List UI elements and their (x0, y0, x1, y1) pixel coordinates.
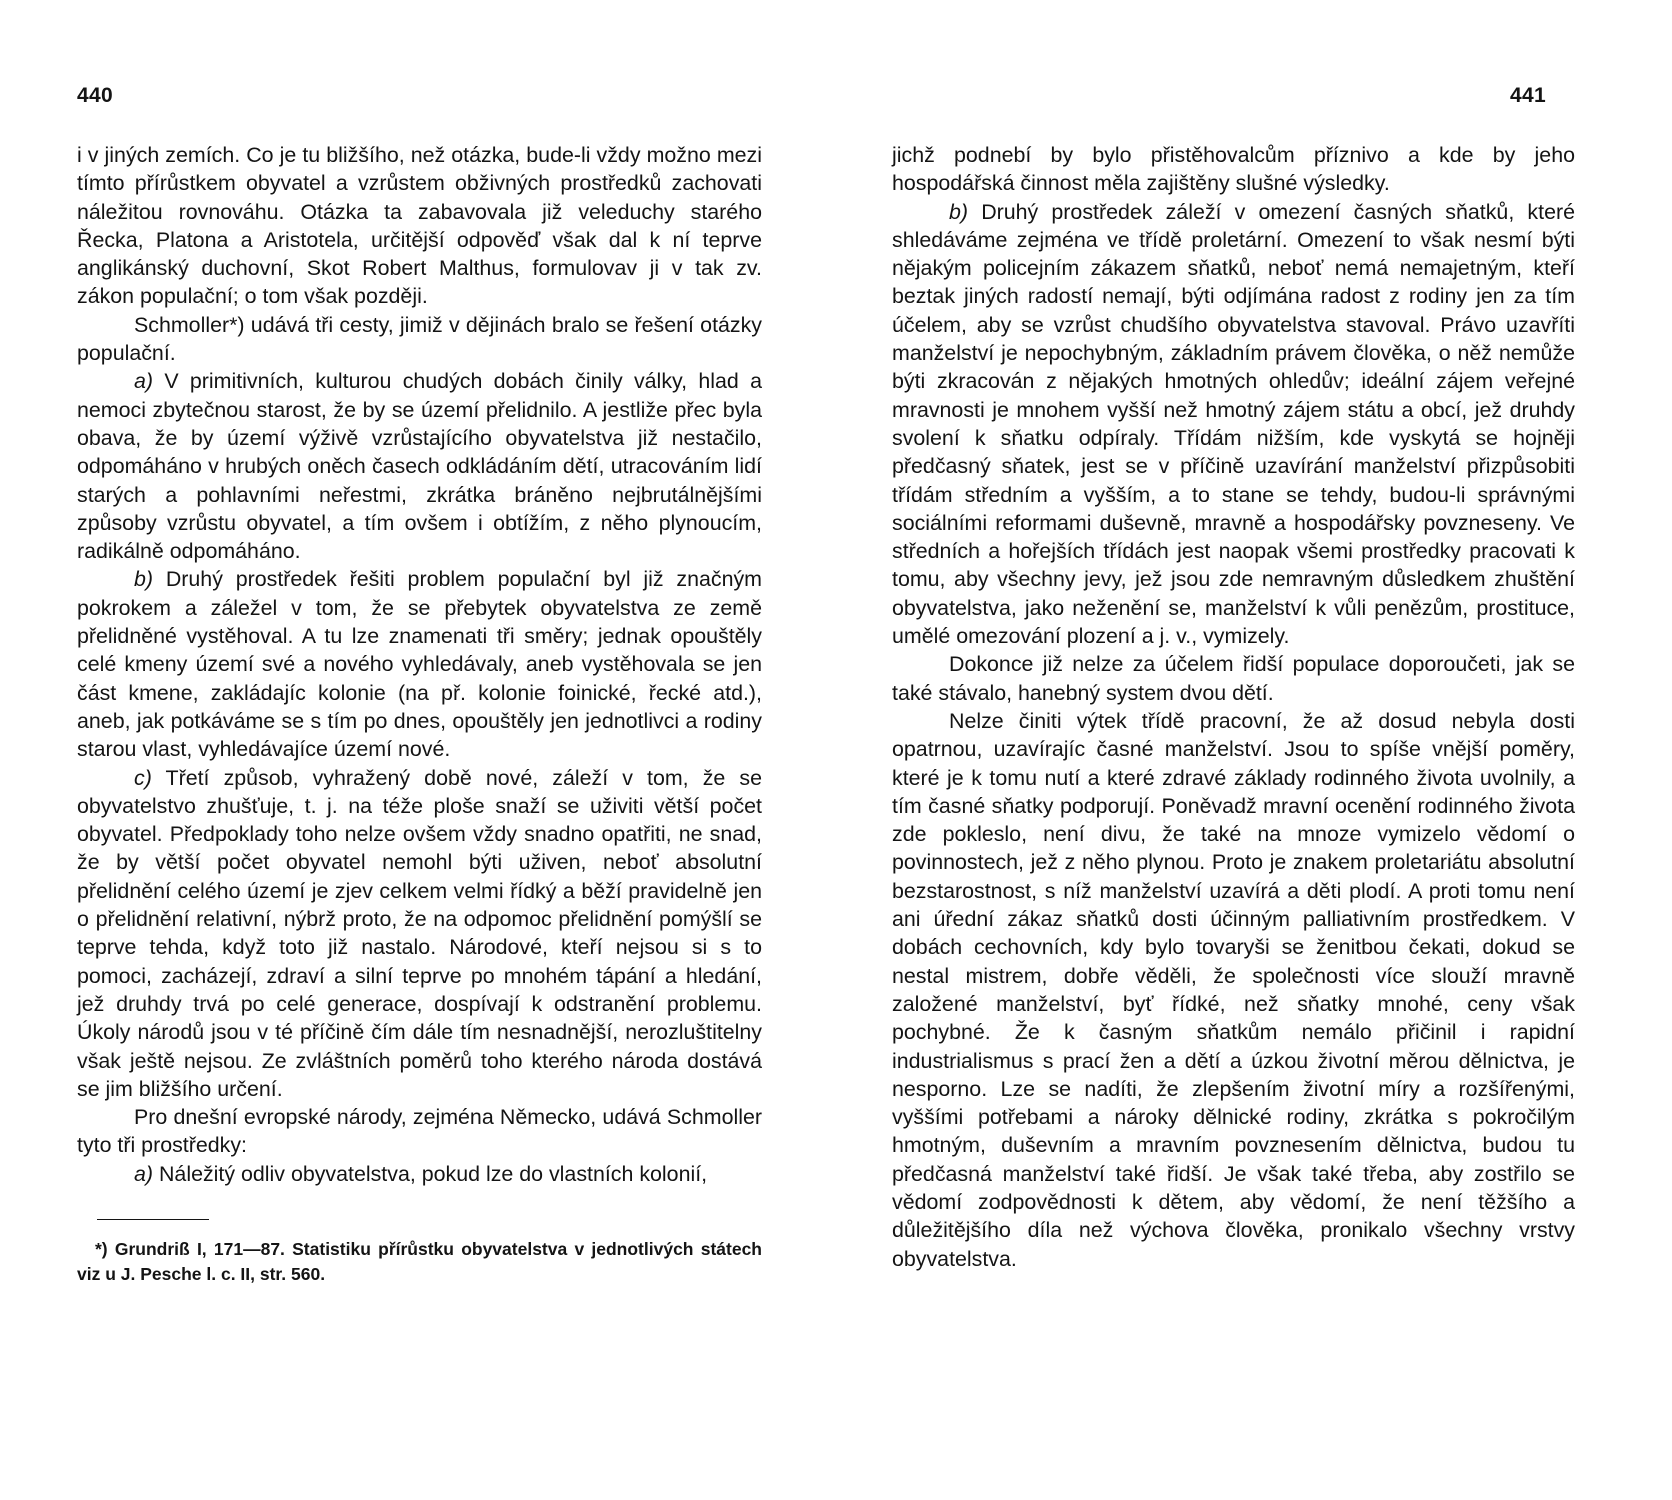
paragraph (892, 650, 1575, 707)
list-marker: c) (134, 765, 152, 790)
paragraph-text: jichž podnebí by bylo přistěhovalcům příznivo a kde by jeho hospodářská činnost měla zajištěny slušné výsledky. (892, 143, 1575, 196)
paragraph (892, 707, 1575, 1273)
list-marker: a) (134, 1161, 154, 1186)
footnote-divider (97, 1219, 209, 1220)
paragraph-text: Třetí způsob, vyhražený době nové, záleží v tom, že se obyvatelstvo zhušťuje, t. j. na téže ploše snaží se uživiti větší počet obyvatel. Předpoklady toho nelze ovšem vždy snadno opatřiti, ne snad, že by větší počet obyvatel nemohl býti uživen, neboť absolutní přelidnění celého území je zjev celkem velmi řídký a běží pravidelně jen o přelidnění relativní, nýbrž proto, že na odpomoc přelidnění pomýšlí se teprve tehda, když toto již nastalo. Národové, kteří nejsou si s to pomoci, zacházejí, zdraví a silní teprve po mnohém tápání a hledání, jež druhdy trvá po celé generace, dospívají k odstranění problemu. Úkoly národů jsou v té příčině čím dále tím nesnadnější, nerozluštitelny však ještě nejsou. Ze zvláštních poměrů toho kterého národa dostává se jim bližšího určení. (77, 765, 762, 1101)
right-page (836, 0, 1672, 1500)
paragraph-text: Druhý prostředek záleží v omezení časných sňatků, které shledáváme zejména ve třídě proletární. Omezení to však nesmí býti nějakým policejním zákazem sňatků, neboť nemá nemajetným, kteří beztak jiných radostí nemají, býti odjímána radost z rodiny jen za tím účelem, aby se vzrůst chudšího obyvatelstva stavoval. Právo uzavříti manželství je nepochybným, základním právem člověka, o něž nemůže býti zkracován z nějakých hmotných ohledův; ideální zájem veřejné mravnosti je mnohem vyšší než hmotný zájem státu a obcí, jež druhdy svolení k sňatku odpíraly. Třídám nižším, kde vyskytá se hojněji předčasný sňatek, jest se v příčině uzavírání manželství přizpůsobiti třídám středním a vyšším, a to stane se tehdy, budou-li správnými sociálními reformami duševně, mravně a hospodářsky povzneseny. Ve středních a hořejších třídách jest naopak všemi prostředky pracovati k tomu, aby všechny jevy, jež jsou zde nemravným důsledkem zhuštění obyvatelstva, jako neženění se, manželství k vůli penězům, prostituce, umělé omezování plození a j. v., vymizely. (892, 199, 1575, 649)
paragraph-text: V primitivních, kulturou chudých dobách činily války, hlad a nemoci zbytečnou starost, že by se území přelidnilo. A jestliže přec byla obava, že by území výživě vzrůstajícího obyvatelstva již nestačilo, odpomáháno v hrubých oněch časech odkládáním dětí, utracováním lidí starých a pohlavními neřestmi, zkrátka bráněno nejbrutálnějšími způsoby vzrůstu obyvatel, a tím ovšem i obtížím, z něho plynoucím, radikálně odpomáháno. (77, 369, 762, 564)
list-marker: b) (949, 199, 969, 224)
paragraph (77, 1160, 762, 1188)
paragraph-text: Schmoller*) udává tři cesty, jimiž v dějinách bralo se řešení otázky populační. (77, 312, 762, 366)
paragraph (77, 565, 762, 763)
body-text (892, 141, 1575, 1273)
paragraph (77, 367, 762, 565)
paragraph (892, 198, 1575, 651)
paragraph (77, 764, 762, 1104)
footnote (77, 1219, 762, 1287)
paragraph-text: Pro dnešní evropské národy, zejména Německo, udává Schmoller tyto tři prostředky: (77, 1105, 762, 1158)
paragraph-text: Druhý prostředek řešiti problem populační byl již značným pokrokem a záležel v tom, že se přebytek obyvatelstva ze země přelidněné vystěhoval. A tu lze znamenati tři směry; jednak opouštěly celé kmeny území své a nového vyhledávaly, aneb vystěhovala se jen část kmene, zakládajíc kolonie (na př. kolonie foinické, řecké atd.), aneb, jak potkáváme se s tím po dnes, opouštěly jen jednotlivci a rodiny starou vlast, vyhledávajíce území nové. (77, 567, 762, 762)
paragraph-text: Dokonce již nelze za účelem řidší populace doporoučeti, jak se také stávalo, hanebný system dvou dětí. (892, 652, 1575, 705)
footnote-text: *) Grundriß I, 171—87. Statistiku přírůstku obyvatelstva v jednotlivých státech viz u J. Pesche l. c. II, str. 560. (77, 1239, 762, 1284)
list-marker: a) (134, 369, 154, 394)
paragraph-text: Nelze činiti výtek třídě pracovní, že až dosud nebyla dosti opatrnou, uzavírajíc časné manželství. Jsou to spíše vnější poměry, které je k tomu nutí a které zdravé základy rodinného života uvolnily, a tím časné sňatky podporují. Poněvadž mravní ocenění rodinného života zde pokleslo, není divu, že také na mnoze vymizelo vědomí o povinnostech, jež z něho plynou. Proto je znakem proletariátu absolutní bezstarostnost, s níž manželství uzavírá a děti plodí. A proti tomu není ani úřední zákaz sňatků dosti účinným palliativním prostředkem. V dobách cechovních, kdy bylo tovaryši se ženitbou čekati, dokud se nestal mistrem, dobře věděli, že společnosti více slouží mravně založené manželství, byť řídké, než sňatky mnohé, ceny však pochybné. Že k časným sňatkům nemálo přičinil i rapidní industrialismus s prací žen a dětí a úzkou životní měrou dělnictva, je nesporno. Lze se nadíti, že zlepšením životní míry a rozšířenými, vyššími potřebami a nároky dělnické rodiny, zkrátka s pokročilým hmotným, duševním a mravním povznesením dělnictva, budou tu předčasná manželství také řidší. Je však také třeba, aby zostřilo se vědomí zodpovědnosti k dětem, aby vědomí, že není těžšího a důležitějšího díla než výchova člověka, pronikalo všechny vrstvy obyvatelstva. (892, 708, 1575, 1271)
paragraph-text: Náležitý odliv obyvatelstva, pokud lze do vlastních kolonií, (158, 1161, 708, 1186)
list-marker: b) (134, 567, 154, 592)
paragraph (77, 1103, 762, 1160)
page-number: 441 (1510, 84, 1546, 107)
paragraph (77, 311, 762, 368)
paragraph (892, 141, 1575, 198)
body-text (77, 141, 762, 1188)
page-number: 440 (77, 84, 113, 107)
paragraph-text: i v jiných zemích. Co je tu bližšího, než otázka, bude-li vždy možno mezi tímto přírůstkem obyvatel a vzrůstem obživných prostředků zachovati náležitou rovnováhu. Otázka ta zabavovala již veleduchy starého Řecka, Platona a Aristotela, určitější odpověď však dal k ní teprve anglikánský duchovní, Skot Robert Malthus, formulovav ji v tak zv. zákon populační; o tom však později. (77, 143, 762, 309)
paragraph (77, 141, 762, 311)
